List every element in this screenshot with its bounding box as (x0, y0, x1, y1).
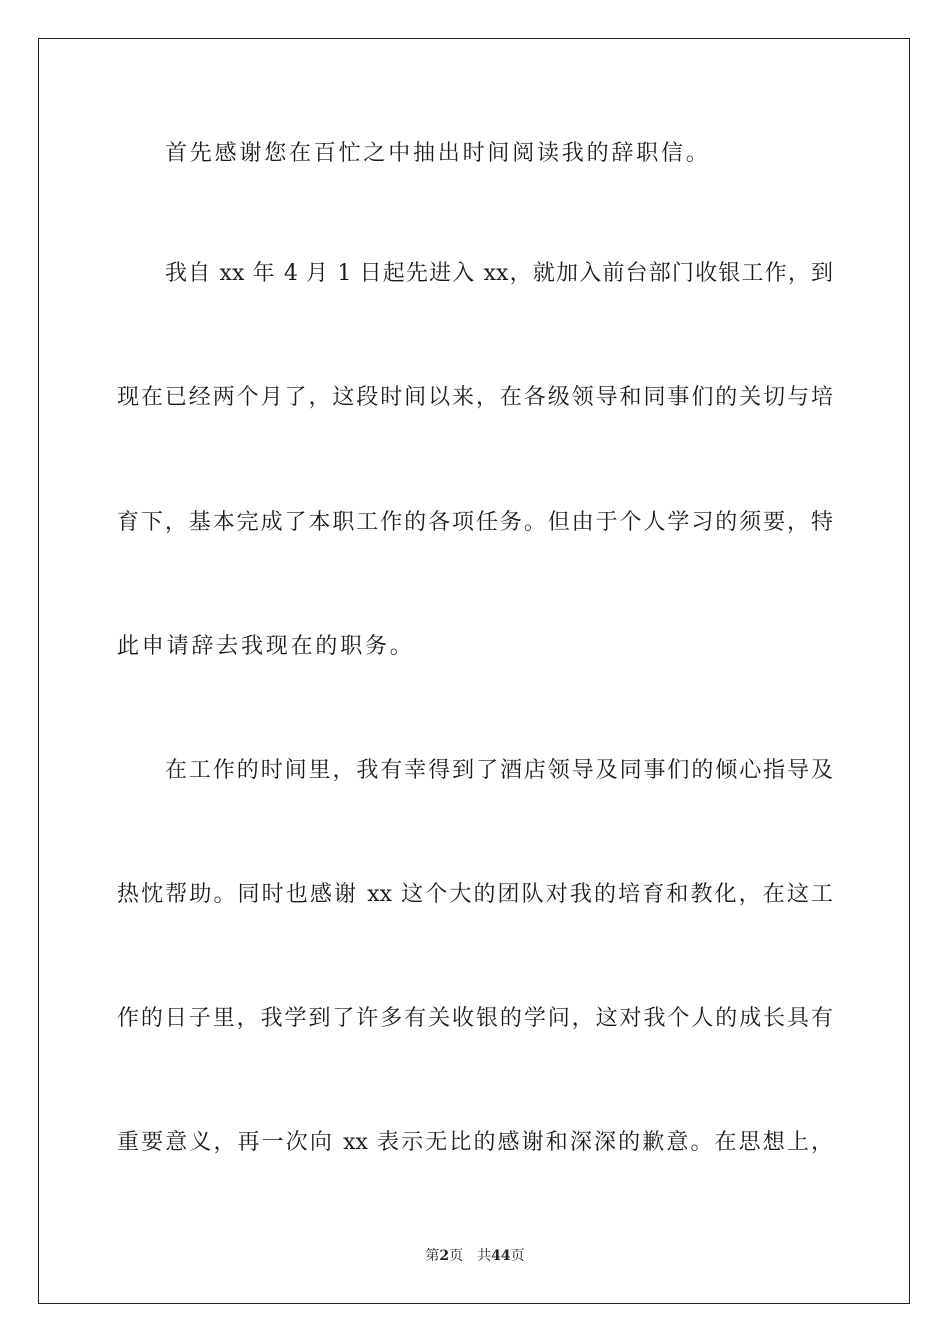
total-pages-number: 44 (491, 1248, 511, 1264)
paragraph-2-line-3: 育下，基本完成了本职工作的各项任务。但由于个人学习的须要，特 (117, 510, 833, 535)
total-prefix: 共 (477, 1248, 492, 1264)
paragraph-2-line-4: 此申请辞去我现在的职务。 (117, 634, 415, 659)
page-border (38, 38, 910, 1304)
paragraph-1-line-1: 首先感谢您在百忙之中抽出时间阅读我的辞职信。 (165, 141, 711, 166)
paragraph-2-line-1: 我自 xx 年 4 月 1 日起先进入 xx，就加入前台部门收银工作，到 (165, 261, 833, 286)
total-suffix: 页 (510, 1248, 525, 1264)
page-footer (0, 1247, 950, 1265)
page-prefix: 第 (425, 1248, 440, 1264)
paragraph-3-line-1: 在工作的时间里，我有幸得到了酒店领导及同事们的倾心指导及 (165, 758, 833, 783)
paragraph-3-line-2: 热忱帮助。同时也感谢 xx 这个大的团队对我的培育和教化，在这工 (117, 882, 833, 907)
paragraph-3-line-4: 重要意义，再一次向 xx 表示无比的感谢和深深的歉意。在思想上， (117, 1130, 833, 1155)
page-suffix: 页 (449, 1248, 464, 1264)
paragraph-2-line-2: 现在已经两个月了，这段时间以来，在各级领导和同事们的关切与培 (117, 385, 833, 410)
paragraph-3-line-3: 作的日子里，我学到了许多有关收银的学问，这对我个人的成长具有 (117, 1006, 833, 1031)
current-page-number: 2 (439, 1248, 450, 1264)
